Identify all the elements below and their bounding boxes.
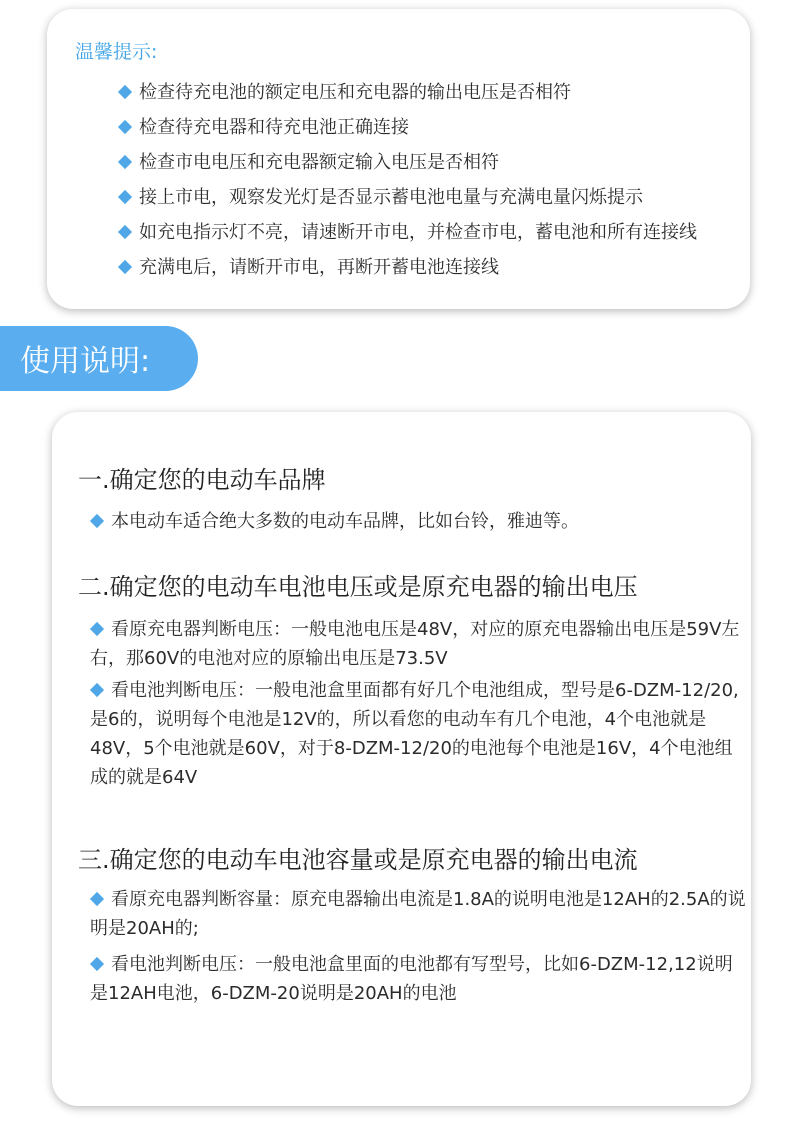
usage-title: 使用说明: xyxy=(20,344,151,379)
list-item xyxy=(117,250,697,285)
diamond-bullet-icon xyxy=(118,120,132,134)
diamond-bullet-icon xyxy=(90,892,104,906)
tip-text: 充满电后，请断开市电，再断开蓄电池连接线 xyxy=(139,257,499,278)
diamond-bullet-icon xyxy=(90,622,104,636)
diamond-bullet-icon xyxy=(118,225,132,239)
diamond-bullet-icon xyxy=(90,957,104,971)
diamond-bullet-icon xyxy=(118,190,132,204)
usage-banner xyxy=(0,326,198,391)
tip-text: 接上市电，观察发光灯是否显示蓄电池电量与充满电量闪烁提示 xyxy=(139,187,643,208)
tip-text: 如充电指示灯不亮，请速断开市电，并检查市电，蓄电池和所有连接线 xyxy=(139,222,697,243)
section-paragraph xyxy=(90,885,750,943)
tip-text: 检查待充电器和待充电池正确连接 xyxy=(139,117,409,138)
paragraph-text: 本电动车适合绝大多数的电动车品牌，比如台铃，雅迪等。 xyxy=(111,511,579,532)
tip-text: 检查市电电压和充电器额定输入电压是否相符 xyxy=(139,152,499,173)
list-item xyxy=(117,75,697,110)
tip-text: 检查待充电池的额定电压和充电器的输出电压是否相符 xyxy=(139,82,571,103)
section-paragraph xyxy=(90,676,750,792)
section-paragraph xyxy=(90,950,750,1008)
diamond-bullet-icon xyxy=(90,683,104,697)
usage-card xyxy=(52,412,751,1106)
list-item xyxy=(117,215,697,250)
list-item xyxy=(117,180,697,215)
tips-title: 温馨提示: xyxy=(75,41,158,63)
tips-card xyxy=(47,9,750,309)
diamond-bullet-icon xyxy=(118,155,132,169)
section-heading-capacity: 三.确定您的电动车电池容量或是原充电器的输出电流 xyxy=(78,846,638,874)
section-heading-voltage: 二.确定您的电动车电池电压或是原充电器的输出电压 xyxy=(78,573,638,601)
paragraph-text: 看原充电器判断容量：原充电器输出电流是1.8A的说明电池是12AH的2.5A的说明是20AH的; xyxy=(90,889,746,939)
paragraph-text: 看电池判断电压：一般电池盒里面的电池都有写型号，比如6-DZM-12,12说明是12AH电池，6-DZM-20说明是20AH的电池 xyxy=(90,954,733,1004)
list-item xyxy=(117,145,697,180)
diamond-bullet-icon xyxy=(118,260,132,274)
diamond-bullet-icon xyxy=(90,514,104,528)
section-paragraph xyxy=(90,507,750,536)
list-item xyxy=(117,110,697,145)
paragraph-text: 看原充电器判断电压：一般电池电压是48V，对应的原充电器输出电压是59V左右，那60V的电池对应的原输出电压是73.5V xyxy=(90,619,740,669)
section-heading-brand: 一.确定您的电动车品牌 xyxy=(78,466,326,494)
section-paragraph xyxy=(90,615,750,673)
paragraph-text: 看电池判断电压：一般电池盒里面都有好几个电池组成，型号是6-DZM-12/20,是6的，说明每个电池是12V的，所以看您的电动车有几个电池，4个电池就是48V，5个电池就是60V，对于8-DZM-12/20的电池每个电池是16V，4个电池组成的就是64V xyxy=(90,680,739,788)
diamond-bullet-icon xyxy=(118,85,132,99)
tips-list xyxy=(117,75,697,285)
